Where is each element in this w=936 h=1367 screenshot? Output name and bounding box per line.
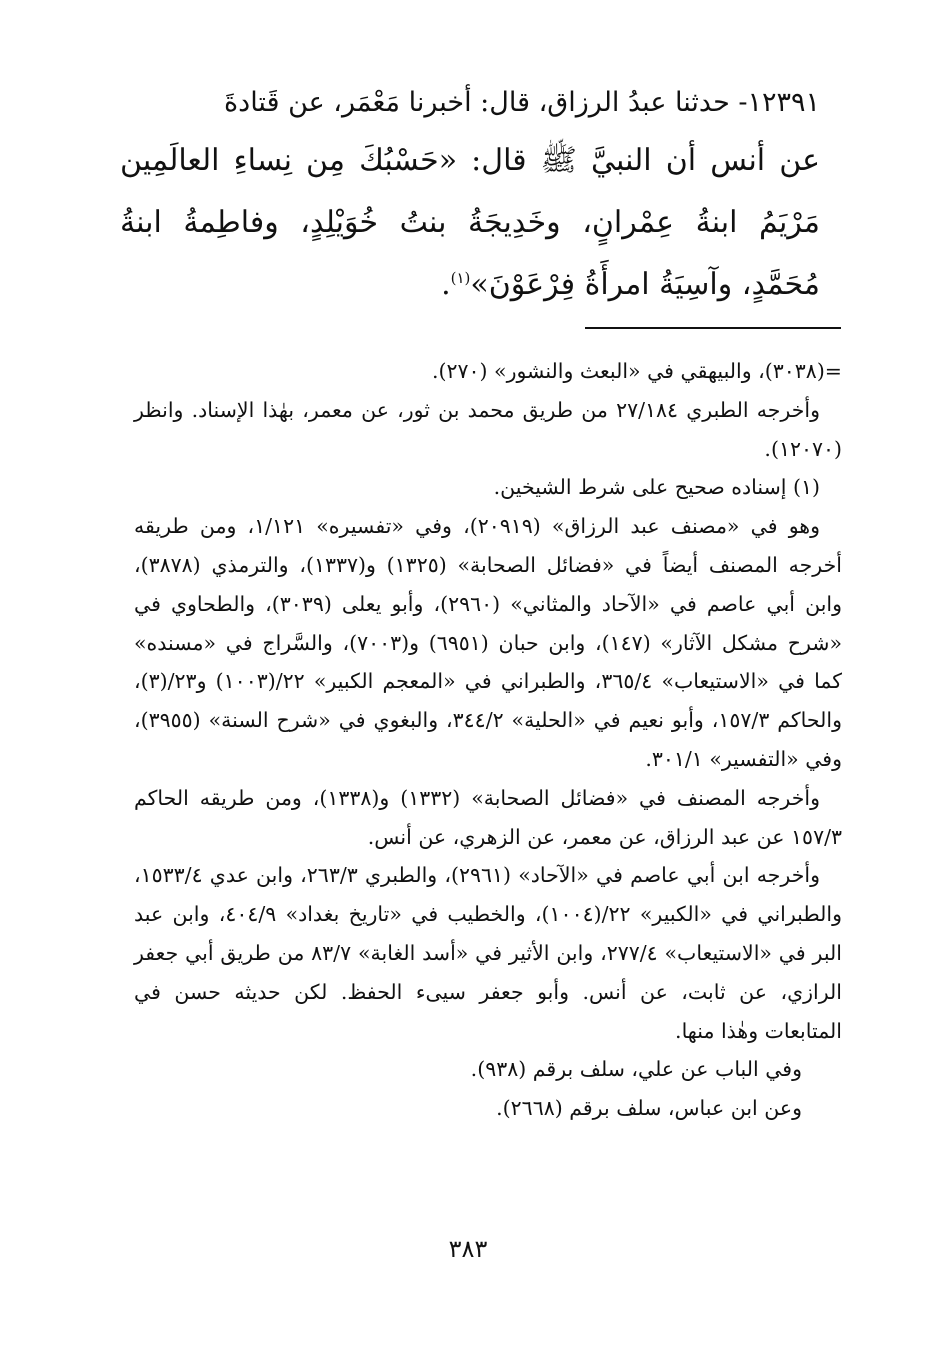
footnote-paragraph-abu-jafar: وأخرجه ابن أبي عاصم في «الآحاد» (٢٩٦١)، والطبري ٢٦٣/٣، وابن عدي ١٥٣٣/٤، والطبراني في «الكبير» ٢٢/(١٠٠٤)، والخطيب في «تاريخ بغداد» ٤٠٤/٩، وابن عبد البر في «الاستيعاب» ٢٧٧/٤، وابن الأثير في «أسد الغابة» ٨٣/٧ من طريق أبي جعفر الرازي، عن ثابت، عن أنس. وأبو جعفر سيىء الحفظ. لكن حديثه حسن في المتابعات وهٰذا منها. (134, 863, 843, 1043)
hadith-body (120, 130, 820, 316)
footnote-divider (585, 327, 841, 329)
footnote-paragraph-sources: وهو في «مصنف عبد الرزاق» (٢٠٩١٩)، وفي «تفسيره» ١/١٢١، ومن طريقه أخرجه المصنف أيضاً في «فضائل الصحابة» (١٣٢٥) و(١٣٣٧)، والترمذي (٣٨٧٨)، وابن أبي عاصم في «الآحاد والمثاني» (٢٩٦٠)، وأبو يعلى (٣٠٣٩)، والطحاوي في «شرح مشكل الآثار» (١٤٧)، وابن حبان (٦٩٥١) و(٧٠٠٣)، والسَّراج في «مسنده» كما في «الاستيعاب» ٣٦٥/٤، والطبراني في «المعجم الكبير» ٢٢/(١٠٠٣) و٢٣/(٣)، والحاكم ١٥٧/٣، وأبو نعيم في «الحلية» ٣٤٤/٢، والبغوي في «شرح السنة» (٣٩٥٥)، وفي «التفسير» ٣٠١/١. (134, 514, 843, 771)
footnote-paragraph-ibn-abbas: وعن ابن عباس، سلف برقم (٢٦٦٨). (496, 1096, 802, 1121)
hadith-text: عن أنس أن النبيَّ ﷺ قال: «حَسْبُكَ مِن نِساءِ العالَمِين مَرْيَمُ ابنةُ عِمْرانٍ، وخَدِيجَةُ بنتُ خُوَيْلِدٍ، وفاطِمةُ ابنةُ مُحَمَّدٍ، وآسِيَةُ امرأَةُ فِرْعَوْنَ» (120, 143, 820, 302)
hadith-header: ١٢٣٩١- حدثنا عبدُ الرزاق، قال: أخبرنا مَعْمَر، عن قَتادةَ (224, 87, 820, 118)
footnotes-section (134, 352, 842, 1128)
footnote-continuation: =(٣٠٣٨)، والبيهقي في «البعث والنشور» (٢٧٠). (431, 359, 842, 383)
hadith-end-mark: . (441, 267, 451, 302)
footnote-paragraph-musannaf: وأخرجه المصنف في «فضائل الصحابة» (١٣٣٢) و(١٣٣٨)، ومن طريقه الحاكم ١٥٧/٣ عن عبد الرزاق، عن معمر، عن الزهري، عن أنس. (134, 785, 842, 849)
footnote-marker[interactable]: (١) (450, 269, 471, 287)
footnote-paragraph-tabari: وأخرجه الطبري ٢٧/١٨٤ من طريق محمد بن ثور، عن معمر، بهٰذا الإسناد. وانظر (١٢٠٧٠). (134, 397, 842, 461)
footnote-1-heading: (١) إسناده صحيح على شرط الشيخين. (493, 475, 820, 500)
hadith-block (120, 82, 820, 316)
footnote-paragraph-ali: وفي الباب عن علي، سلف برقم (٩٣٨). (470, 1057, 802, 1082)
page-number: ٣٨٣ (448, 1235, 488, 1263)
